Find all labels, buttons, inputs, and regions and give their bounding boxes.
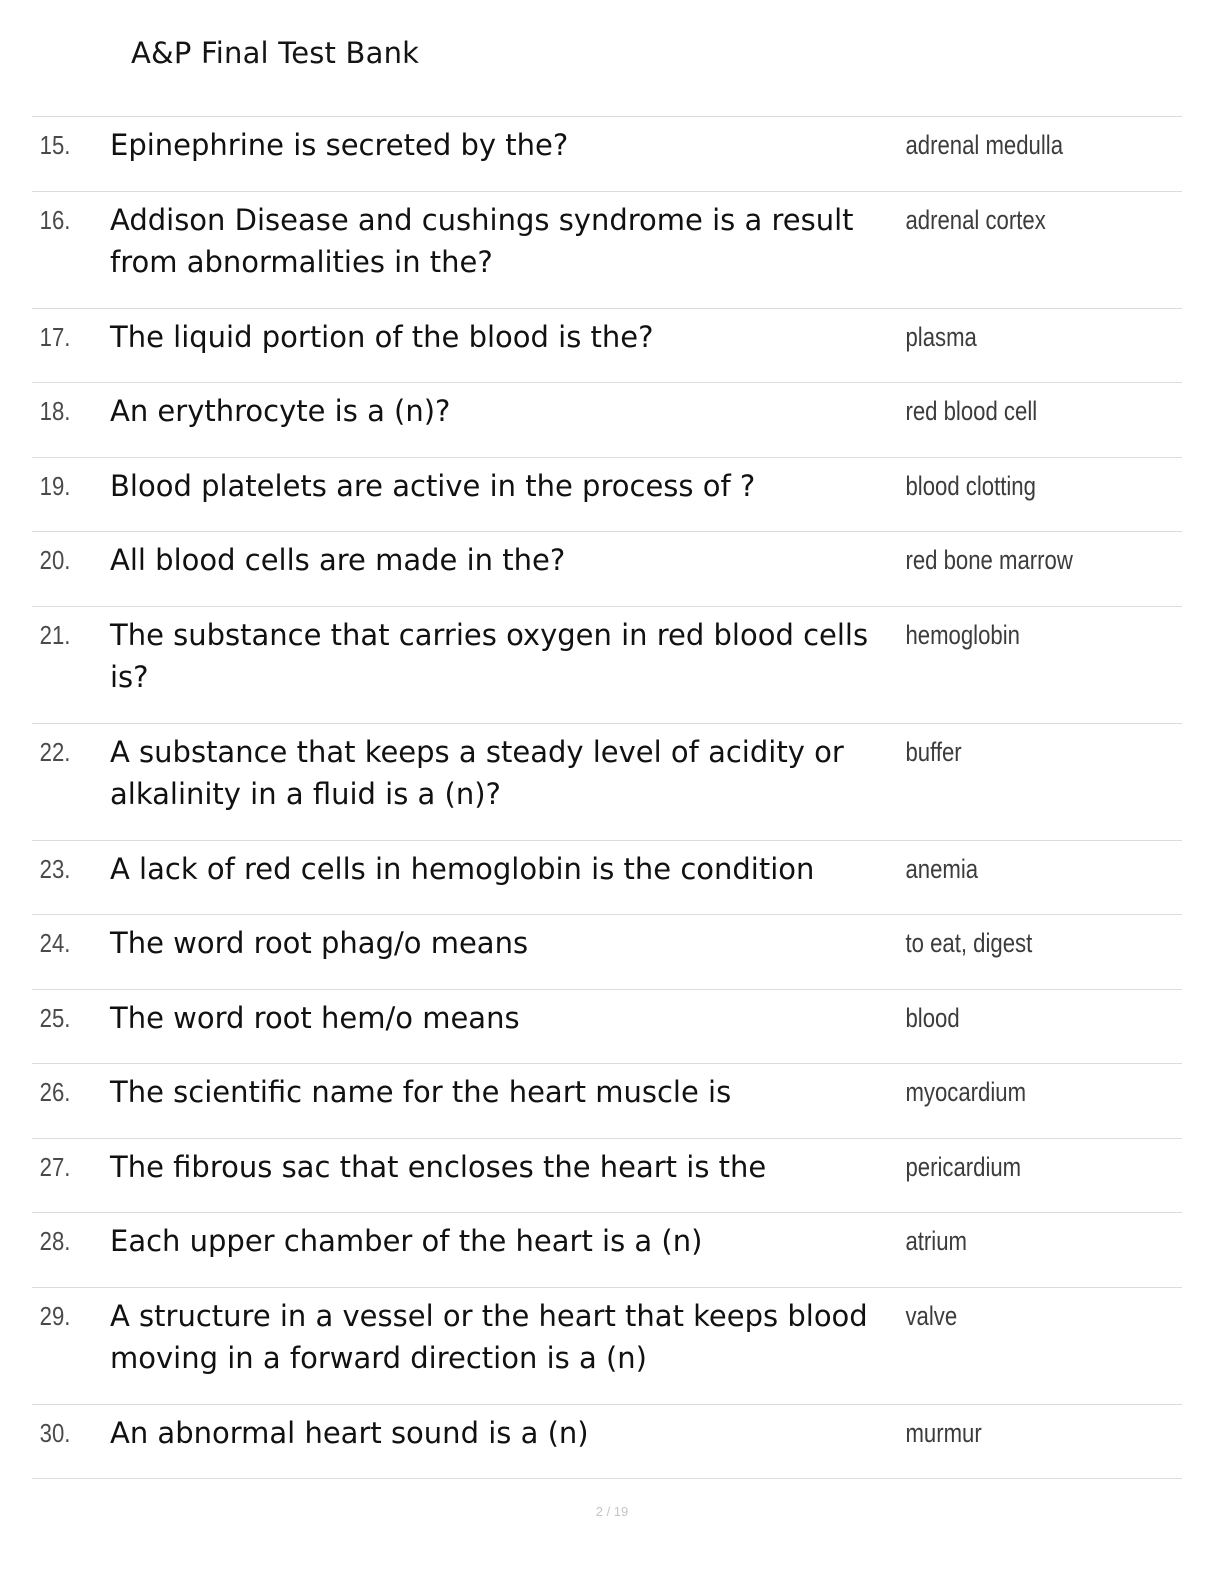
answer-text: myocardium [905,1077,1027,1107]
question-number: 24. [39,928,71,958]
answer-text: to eat, digest [905,928,1033,958]
table-row [32,532,1182,607]
qa-table [32,116,1182,1479]
table-row [32,1405,1182,1480]
question-text: Epinephrine is secreted by the? [110,128,569,162]
question-text: The scientific name for the heart muscle is [110,1075,732,1109]
table-row [32,915,1182,990]
answer-text: red blood cell [905,396,1038,426]
answer-text: adrenal cortex [905,204,1046,235]
question-number: 27. [39,1151,71,1182]
question-text: The fibrous sac that encloses the heart is the [110,1149,767,1184]
question-number: 15. [39,130,71,160]
question-text: The word root phag/o means [110,926,529,960]
question-number: 17. [39,321,71,352]
question-text: The substance that carries oxygen in red blood cells is? [110,617,869,694]
table-row [32,841,1182,916]
question-text: An erythrocyte is a (n)? [110,394,451,428]
question-number: 21. [39,619,71,650]
question-number: 29. [39,1300,71,1331]
answer-text: plasma [905,321,977,352]
table-row [32,458,1182,533]
answer-text: atrium [905,1226,967,1256]
table-row [32,1213,1182,1288]
question-text: A structure in a vessel or the heart that keeps blood moving in a forward direction is a (n) [110,1298,868,1375]
question-text: A lack of red cells in hemoglobin is the condition [110,851,815,886]
table-row [32,192,1182,309]
question-text: Addison Disease and cushings syndrome is a result from abnormalities in the? [110,202,854,279]
page-number: 2 / 19 [595,1504,629,1519]
question-text: A substance that keeps a steady level of acidity or alkalinity in a fluid is a (n)? [110,734,844,811]
question-number: 23. [39,853,71,884]
question-number: 20. [39,545,71,575]
question-text: An abnormal heart sound is a (n) [110,1415,589,1450]
answer-text: buffer [905,736,962,767]
answer-text: blood clotting [905,470,1036,501]
question-number: 25. [39,1002,71,1033]
document-title: A&P Final Test Bank [131,36,420,70]
table-row [32,607,1182,724]
table-row [32,1139,1182,1214]
question-text: All blood cells are made in the? [110,543,566,577]
table-row [32,309,1182,384]
table-row [32,990,1182,1065]
answer-text: anemia [905,853,979,884]
answer-text: adrenal medulla [905,130,1064,160]
table-row [32,383,1182,458]
answer-text: pericardium [905,1151,1022,1182]
answer-text: valve [905,1300,958,1331]
answer-text: blood [905,1002,960,1033]
question-number: 22. [39,736,71,767]
table-row [32,724,1182,841]
question-text: Each upper chamber of the heart is a (n) [110,1224,703,1258]
question-number: 28. [39,1226,71,1256]
question-text: Blood platelets are active in the process of ? [110,468,756,503]
table-row [32,1064,1182,1139]
question-text: The word root hem/o means [110,1000,520,1035]
question-number: 30. [39,1417,71,1448]
question-number: 19. [39,470,71,501]
question-text: The liquid portion of the blood is the? [110,319,654,354]
question-number: 18. [39,396,71,426]
answer-text: murmur [905,1417,982,1448]
answer-text: hemoglobin [905,619,1020,650]
question-number: 16. [39,204,71,235]
question-number: 26. [39,1077,71,1107]
table-row [32,117,1182,192]
table-row [32,1288,1182,1405]
answer-text: red bone marrow [905,545,1073,575]
